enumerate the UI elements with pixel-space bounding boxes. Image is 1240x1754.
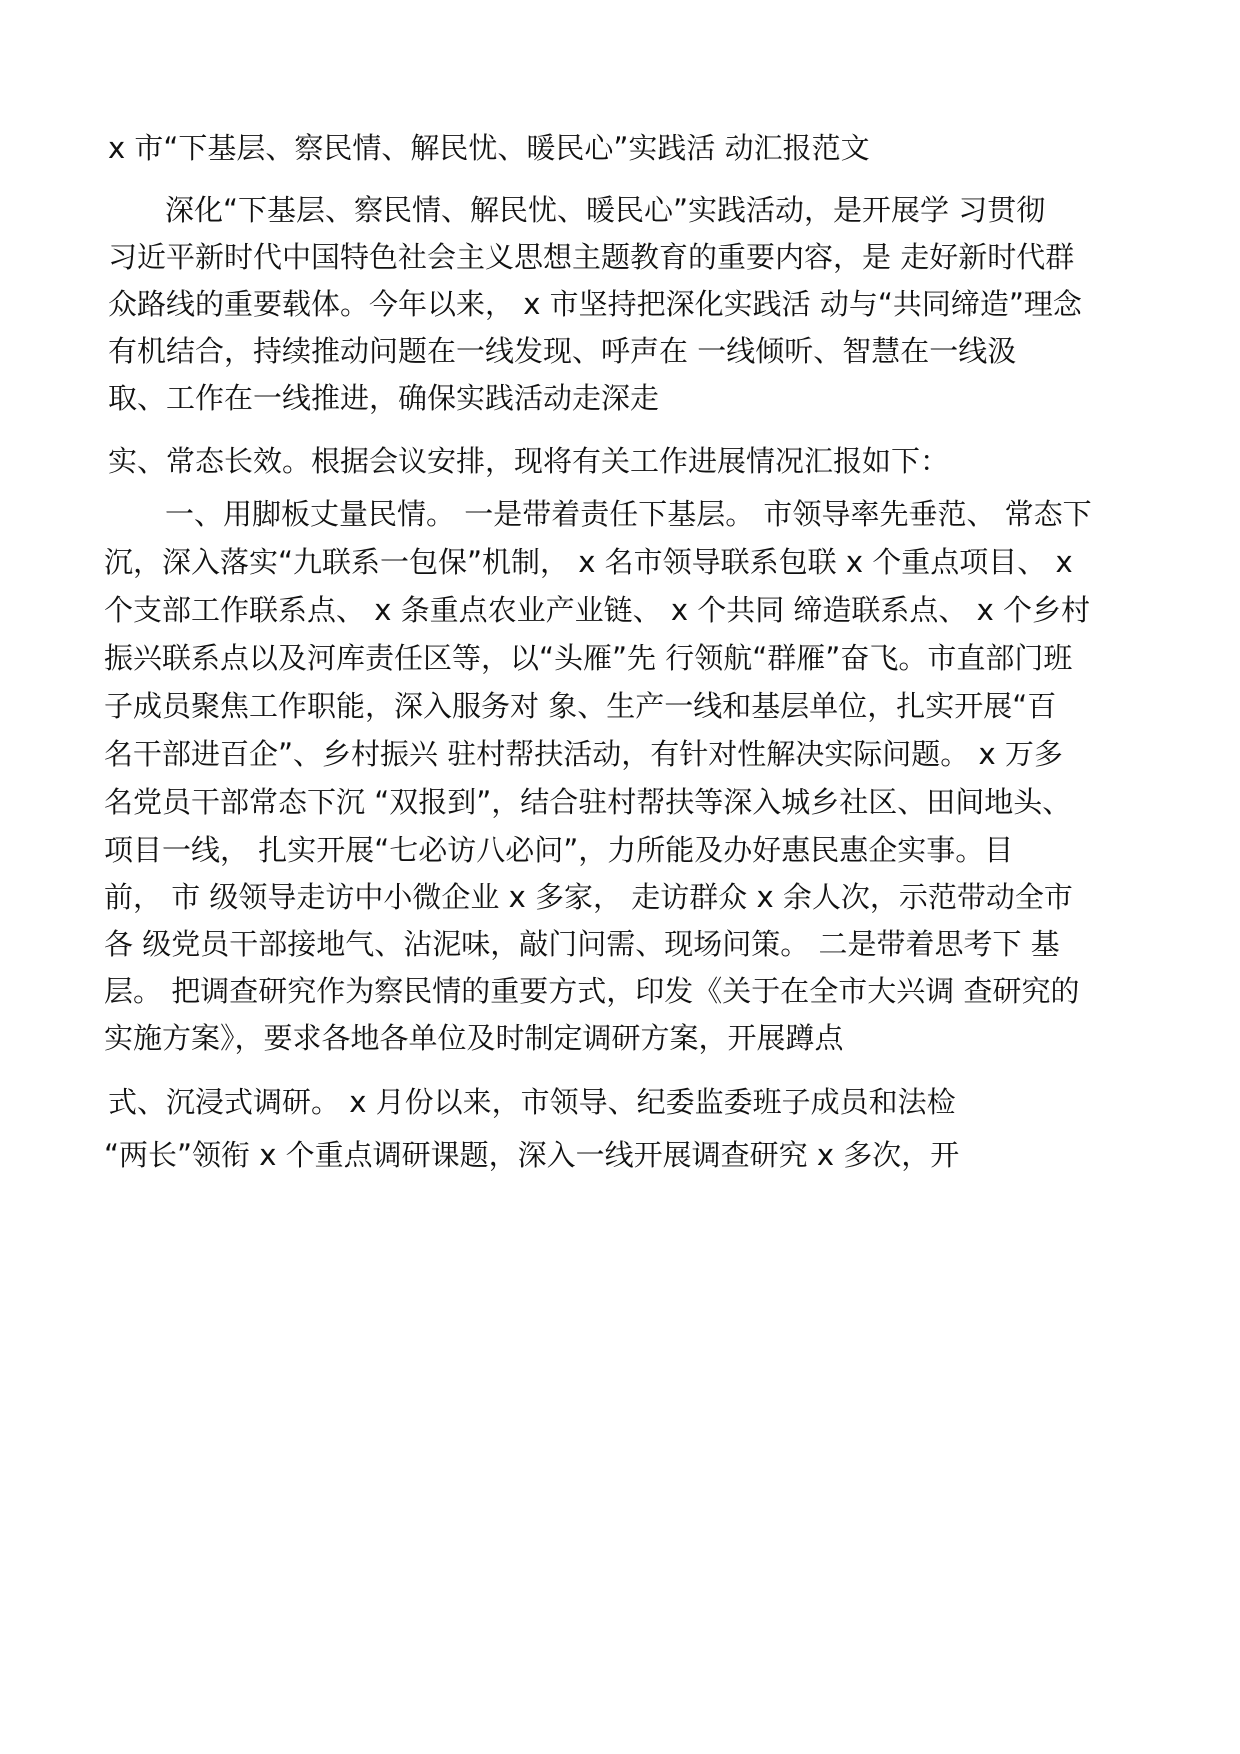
paragraph-line: 各 级党员干部接地气、沾泥味，敲门问需、现场问策。 二是带着思考下 基 xyxy=(104,927,1060,961)
paragraph-line: 名党员干部常态下沉 “双报到”，结合驻村帮扶等深入城乡社区、田间地头、 xyxy=(104,785,1072,819)
paragraph-line: 沉，深入落实“九联系一包保”机制， x 名市领导联系包联 x 个重点项目、 x xyxy=(104,545,1073,579)
paragraph-line: 前， 市 级领导走访中小微企业 x 多家， 走访群众 x 余人次，示范带动全市 xyxy=(104,880,1073,914)
paragraph-line: 层。 把调查研究作为察民情的重要方式，印发《关于在全市大兴调 查研究的 xyxy=(104,974,1080,1008)
paragraph-line: 振兴联系点以及河库责任区等，以“头雁”先 行领航“群雁”奋飞。市直部门班 xyxy=(104,641,1073,675)
document-title: x 市“下基层、察民情、解民忧、暖民心”实践活 动汇报范文 xyxy=(108,131,870,165)
paragraph-line: 取、工作在一线推进，确保实践活动走深走 xyxy=(108,381,660,415)
paragraph-line: 实施方案》，要求各地各单位及时制定调研方案，开展蹲点 xyxy=(104,1021,844,1055)
paragraph-line: 有机结合，持续推动问题在一线发现、呼声在 一线倾听、智慧在一线汲 xyxy=(108,334,1017,368)
paragraph-line: 项目一线， 扎实开展“七必访八必问”，力所能及办好惠民惠企实事。目 xyxy=(104,833,1014,867)
paragraph-line: 子成员聚焦工作职能，深入服务对 象、生产一线和基层单位，扎实开展“百 xyxy=(104,689,1057,723)
paragraph-line: 习近平新时代中国特色社会主义思想主题教育的重要内容，是 走好新时代群 xyxy=(108,240,1075,274)
paragraph-line: “两长”领衔 x 个重点调研课题，深入一线开展调查研究 x 多次，开 xyxy=(104,1138,960,1172)
paragraph-line: 深化“下基层、察民情、解民忧、暖民心”实践活动，是开展学 习贯彻 xyxy=(165,193,1046,227)
paragraph-line: 一、用脚板丈量民情。 一是带着责任下基层。 市领导率先垂范、 常态下 xyxy=(165,497,1092,531)
paragraph-line: 众路线的重要载体。今年以来， x 市坚持把深化实践活 动与“共同缔造”理念 xyxy=(108,287,1082,321)
paragraph-line: 实、常态长效。根据会议安排，现将有关工作进展情况汇报如下： xyxy=(108,444,950,478)
paragraph-line: 名干部进百企”、乡村振兴 驻村帮扶活动，有针对性解决实际问题。 x 万多 xyxy=(104,737,1063,771)
paragraph-line: 式、沉浸式调研。 x 月份以来，市领导、纪委监委班子成员和法检 xyxy=(108,1085,956,1119)
paragraph-line: 个支部工作联系点、 x 条重点农业产业链、 x 个共同 缔造联系点、 x 个乡村 xyxy=(104,593,1091,627)
